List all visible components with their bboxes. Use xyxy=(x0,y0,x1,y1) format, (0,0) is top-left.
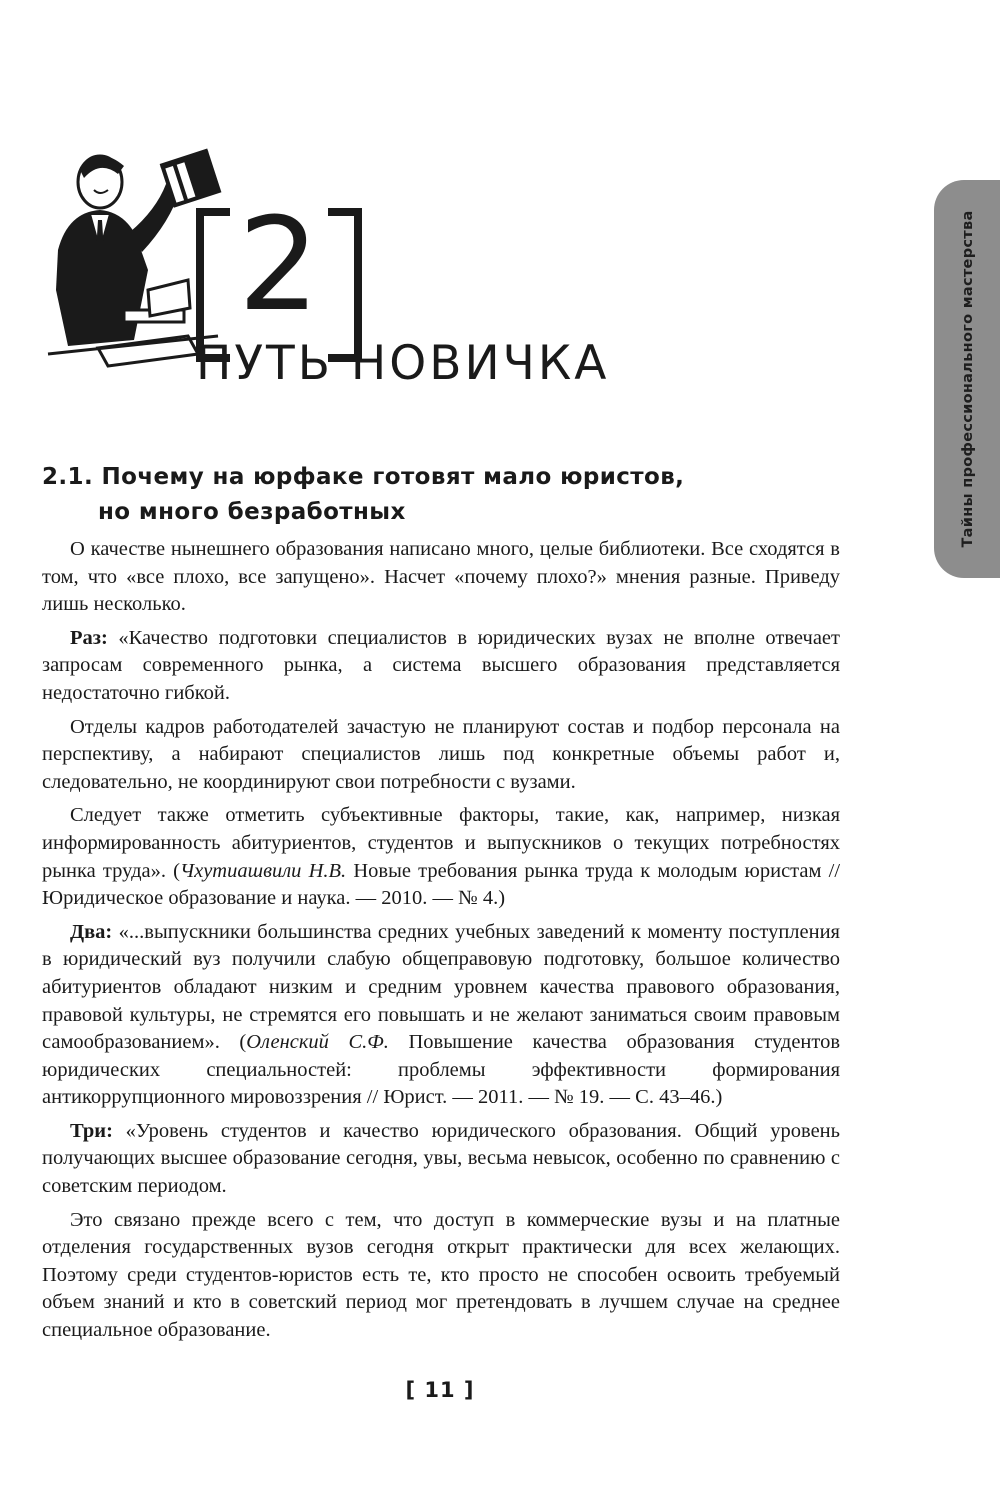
side-tab xyxy=(934,180,1000,578)
paragraph: Раз: «Качество подготовки специалистов в юридических вузах не вполне отвечает запросам современного рынка, а система высшего образования представляется недостаточно гибкой. xyxy=(42,626,840,704)
chapter-number: 2 xyxy=(238,191,320,340)
paragraph: Это связано прежде всего с тем, что доступ в коммерческие вузы и на платные отделения государственных вузов сегодня открыт практически для всех желающих. Поэтому среди студентов-юристов есть те, кто просто не способен освоить требуемый объем знаний и кто в советский период мог претендовать в лучшем случае на среднее специальное образование. xyxy=(42,1208,840,1342)
section-heading-line1: 2.1. Почему на юрфаке готовят мало юристов, xyxy=(42,464,685,490)
body-text xyxy=(42,536,840,1351)
section-heading-line2: но много безработных xyxy=(98,499,406,525)
paragraph: О качестве нынешнего образования написано много, целые библиотеки. Все сходятся в том, что «все плохо, все запущено». Насчет «почему плохо?» мнения разные. Приведу лишь несколько. xyxy=(42,538,840,616)
citation-author: Чхутиашвили Н.В. xyxy=(179,859,347,882)
section-heading xyxy=(42,460,862,530)
paragraph-lead: Два: xyxy=(70,920,113,943)
citation-author: Оленский С.Ф. xyxy=(246,1031,389,1054)
paragraph: Следует также отметить субъективные факторы, такие, как, например, низкая информированность абитуриентов, студентов и выпускников о текущих потребностях рынка труда». (Чхутиашвили Н.В. Новые требования рынка труда к молодым юристам // Юридическое образование и наука. — 2010. — № 4.) xyxy=(42,804,841,910)
paragraph-lead: Раз: xyxy=(70,626,108,649)
chapter-title: ПУТЬ НОВИЧКА xyxy=(196,336,610,391)
side-tab-label: Тайны профессионального мастерства xyxy=(960,210,976,548)
paragraph: Два: «...выпускники большинства средних учебных заведений к моменту поступления в юридический вуз получили слабую общеправовую подготовку, большое количество абитуриентов обладают низким и средним уровнем качества правового образования, правовой культуры, не стремятся его повышать и не желают заниматься своим правовым самообразованием». (Оленский С.Ф. Повышение качества образования студентов юридических специальностей: проблемы эффективности формирования антикоррупционного мировоззрения // Юрист. — 2011. — № 19. — С. 43–46.) xyxy=(42,920,840,1109)
paragraph-lead: Три: xyxy=(70,1119,113,1142)
paragraph: Отделы кадров работодателей зачастую не планируют состав и подбор персонала на перспективу, а набирают специалистов лишь под конкретные объемы работ и, следовательно, не координируют свои потребности с вузами. xyxy=(42,715,840,793)
paragraph: Три: «Уровень студентов и качество юридического образования. Общий уровень получающих высшее образование сегодня, увы, весьма невысок, особенно по сравнению с советским периодом. xyxy=(42,1119,840,1198)
page-number: [ 11 ] xyxy=(405,1378,475,1402)
